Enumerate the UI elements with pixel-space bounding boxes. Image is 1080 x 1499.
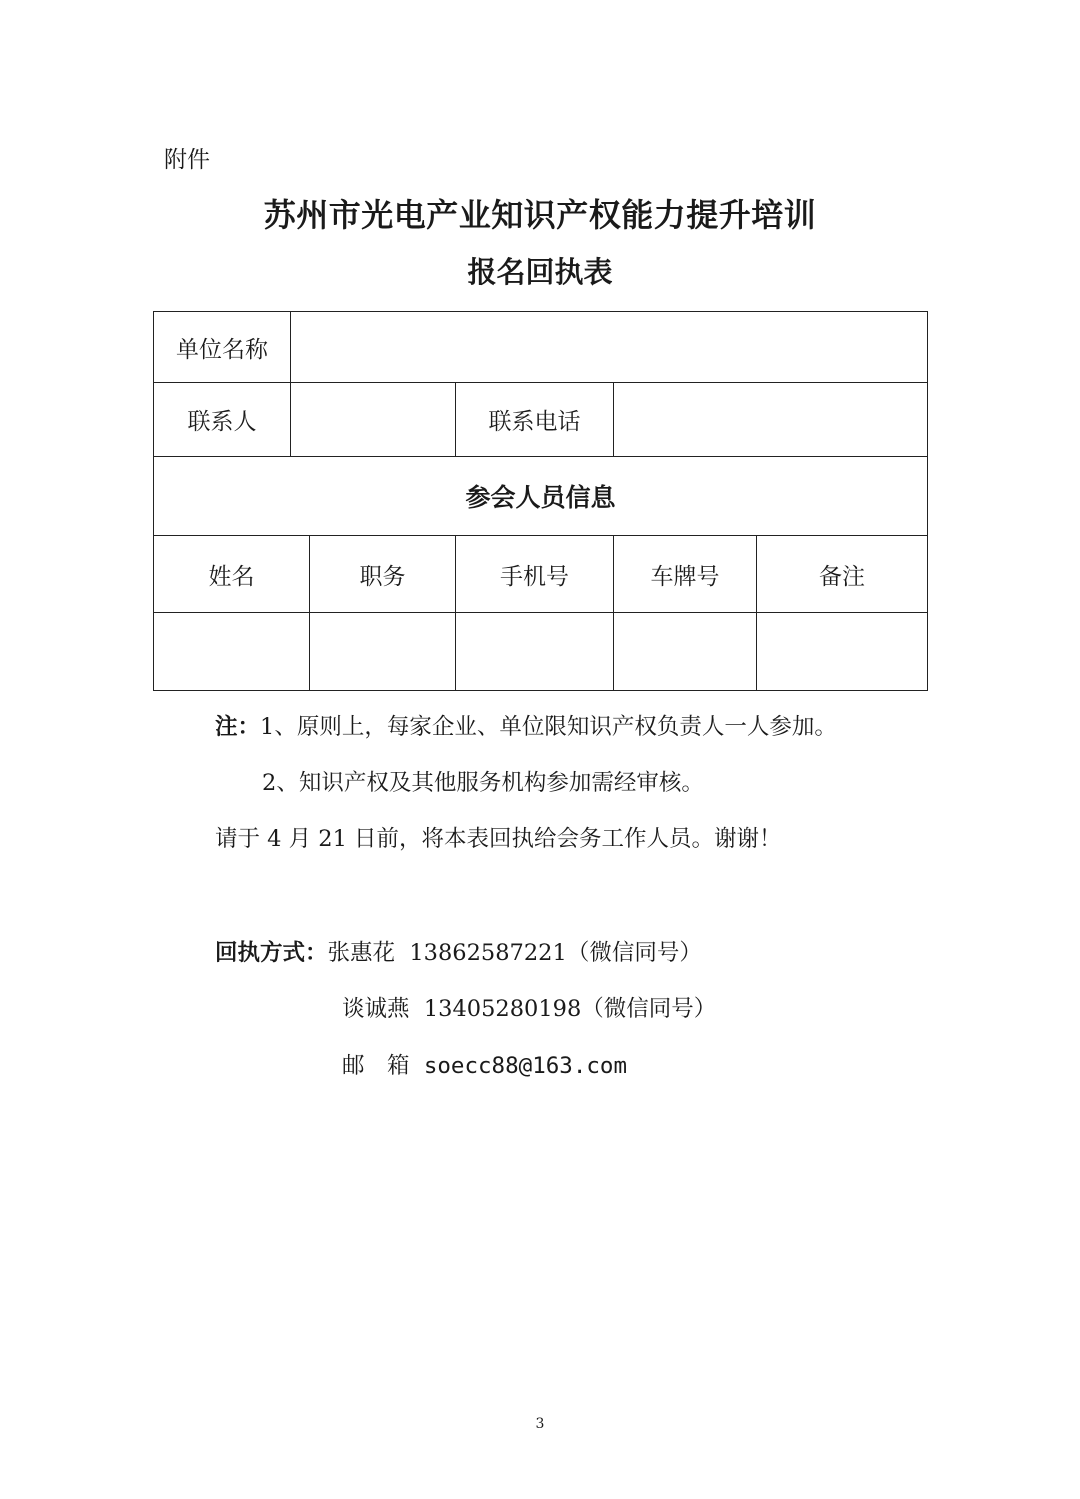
- unit-name-label: 单位名称: [154, 312, 291, 383]
- deadline-note: 请于 4 月 21 日前，将本表回执给会务工作人员。谢谢！: [215, 826, 782, 852]
- column-header-remarks: 备注: [757, 536, 928, 613]
- note-item-1: 1、原则上，每家企业、单位限知识产权负责人一人参加。: [260, 714, 837, 740]
- contact1-phone: 13862587221: [409, 940, 567, 966]
- note-1: [215, 709, 837, 741]
- phone-label: 联系电话: [456, 383, 614, 457]
- phone-field[interactable]: [614, 383, 928, 457]
- contact-label: 联系人: [154, 383, 291, 457]
- column-header-name: 姓名: [154, 536, 310, 613]
- reply-contact-1: [215, 935, 702, 967]
- contact-field[interactable]: [291, 383, 456, 457]
- reply-method-label: 回执方式：: [215, 940, 328, 966]
- contact-row: [154, 383, 928, 457]
- unit-name-row: [154, 312, 928, 383]
- column-header-plate: 车牌号: [614, 536, 757, 613]
- column-header-position: 职务: [310, 536, 456, 613]
- attachment-label: 附件: [164, 147, 210, 173]
- reply-contact-2: [342, 991, 716, 1023]
- contact1-name: 张惠花: [327, 940, 396, 966]
- contact2-phone: 13405280198: [423, 996, 582, 1022]
- attendee-section-title: 参会人员信息: [154, 457, 928, 536]
- attendee-mobile-cell[interactable]: [456, 613, 614, 691]
- attendee-header-row: [154, 536, 928, 613]
- note-item-2: 2、知识产权及其他服务机构参加需经审核。: [262, 770, 704, 796]
- column-header-mobile: 手机号: [456, 536, 614, 613]
- attendee-row: [154, 613, 928, 691]
- section-row: [154, 457, 928, 536]
- document-title: 苏州市光电产业知识产权能力提升培训: [263, 196, 817, 234]
- attendee-plate-cell[interactable]: [614, 613, 757, 691]
- email-address[interactable]: soecc88@163.com: [423, 1053, 628, 1079]
- note-prefix: 注：: [215, 714, 261, 740]
- document-subtitle: 报名回执表: [467, 255, 613, 289]
- registration-form-table: [153, 311, 928, 691]
- contact2-note: （微信同号）: [581, 996, 717, 1022]
- email-label: 邮 箱: [342, 1053, 410, 1079]
- contact2-name: 谈诚燕: [342, 996, 410, 1022]
- unit-name-field[interactable]: [291, 312, 928, 383]
- attendee-name-cell[interactable]: [154, 613, 310, 691]
- attendee-remarks-cell[interactable]: [757, 613, 928, 691]
- attendee-position-cell[interactable]: [310, 613, 456, 691]
- page-number: 3: [535, 1416, 545, 1432]
- reply-email: [342, 1048, 627, 1080]
- contact1-note: （微信同号）: [566, 940, 702, 966]
